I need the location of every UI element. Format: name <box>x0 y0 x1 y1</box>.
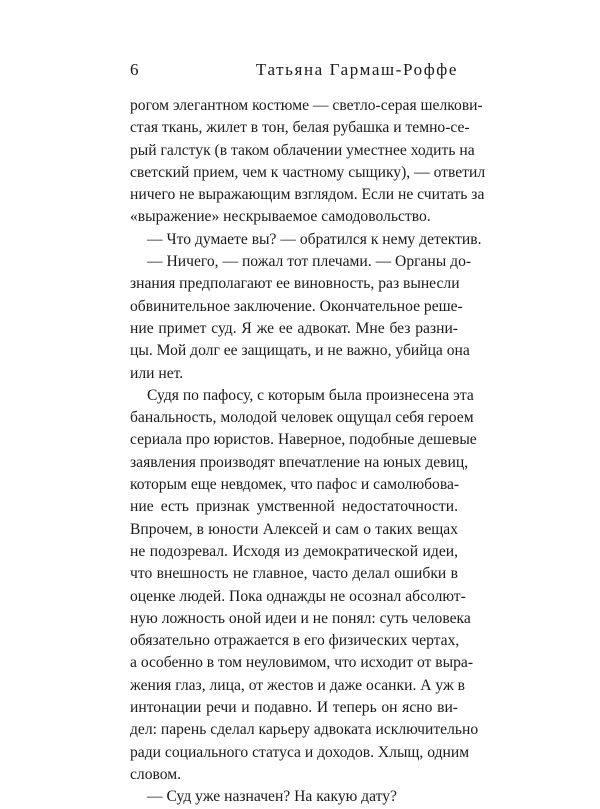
text-line: ничего не выражающим взглядом. Если не считать за <box>130 186 485 204</box>
text-line: жения глаз, лица, от жестов и даже осанки. А уж в <box>130 676 466 694</box>
text-line: или нет. <box>130 364 184 382</box>
text-line: обязательно отражается в его физических чертах, <box>130 632 460 650</box>
text-line: Судя по пафосу, с которым была произнесена эта <box>147 386 474 404</box>
text-line: — Суд уже назначен? На какую дату? <box>147 788 397 806</box>
text-line: рогом элегантном костюме — светло-серая шелкови- <box>130 97 483 114</box>
text-line: обвинительное заключение. Окончательное реше- <box>130 297 463 315</box>
text-line: знания предполагают ее виновность, раз вынесли <box>130 275 460 293</box>
text-line: ради социального статуса и доходов. Хлыщ, одним <box>130 743 470 761</box>
text-line: цы. Мой долг ее защищать, и не важно, убийца она <box>130 342 470 360</box>
body-text <box>130 95 486 809</box>
text-line: заявления производят впечатление на юных девиц, <box>130 453 469 471</box>
running-head-author: Татьяна Гармаш-Роффе <box>255 60 458 79</box>
text-line: — Ничего, — пожал тот плечами. — Органы до- <box>147 253 472 271</box>
text-line: «выражение» нескрываемое самодовольство. <box>130 208 431 226</box>
text-line: Впрочем, в юности Алексей и сам о таких вещах <box>130 520 458 538</box>
text-line: банальность, молодой человек ощущал себя героем <box>130 409 474 427</box>
text-line: не подозревал. Исходя из демократической идеи, <box>130 542 458 560</box>
text-line: оценке людей. Пока однажды не осознал абсолют- <box>130 587 466 605</box>
text-line: что внешность не главное, часто делал ошибки в <box>130 565 458 583</box>
page-number: 6 <box>130 60 139 79</box>
text-line: словом. <box>130 765 182 783</box>
text-line: светский прием, чем к частному сыщику), — ответил <box>130 163 486 181</box>
text-line: рый галстук (в таком облачении уместнее ходить на <box>130 141 475 159</box>
text-line: ние примет суд. Я же ее адвокат. Мне без разни- <box>130 319 458 337</box>
text-line: — Что думаете вы? — обратился к нему детектив. <box>147 230 482 248</box>
text-line: а особенно в том неуловимом, что исходит от выра- <box>130 654 474 672</box>
text-line: которым еще невдомек, что пафос и самолюбова- <box>130 476 460 494</box>
text-line: ние есть признак умственной недостаточности. <box>130 498 458 516</box>
text-line: ную ложность оной идеи и не понял: суть человека <box>130 609 471 627</box>
text-line: дел: парень сделал карьеру адвоката исключительно <box>130 721 479 739</box>
text-line: сериала про юристов. Наверное, подобные дешевые <box>130 431 477 449</box>
text-line: интонации речи и подавно. И теперь он ясно ви- <box>130 699 458 717</box>
text-line: стая ткань, жилет в тон, белая рубашка и темно-се- <box>130 119 470 137</box>
